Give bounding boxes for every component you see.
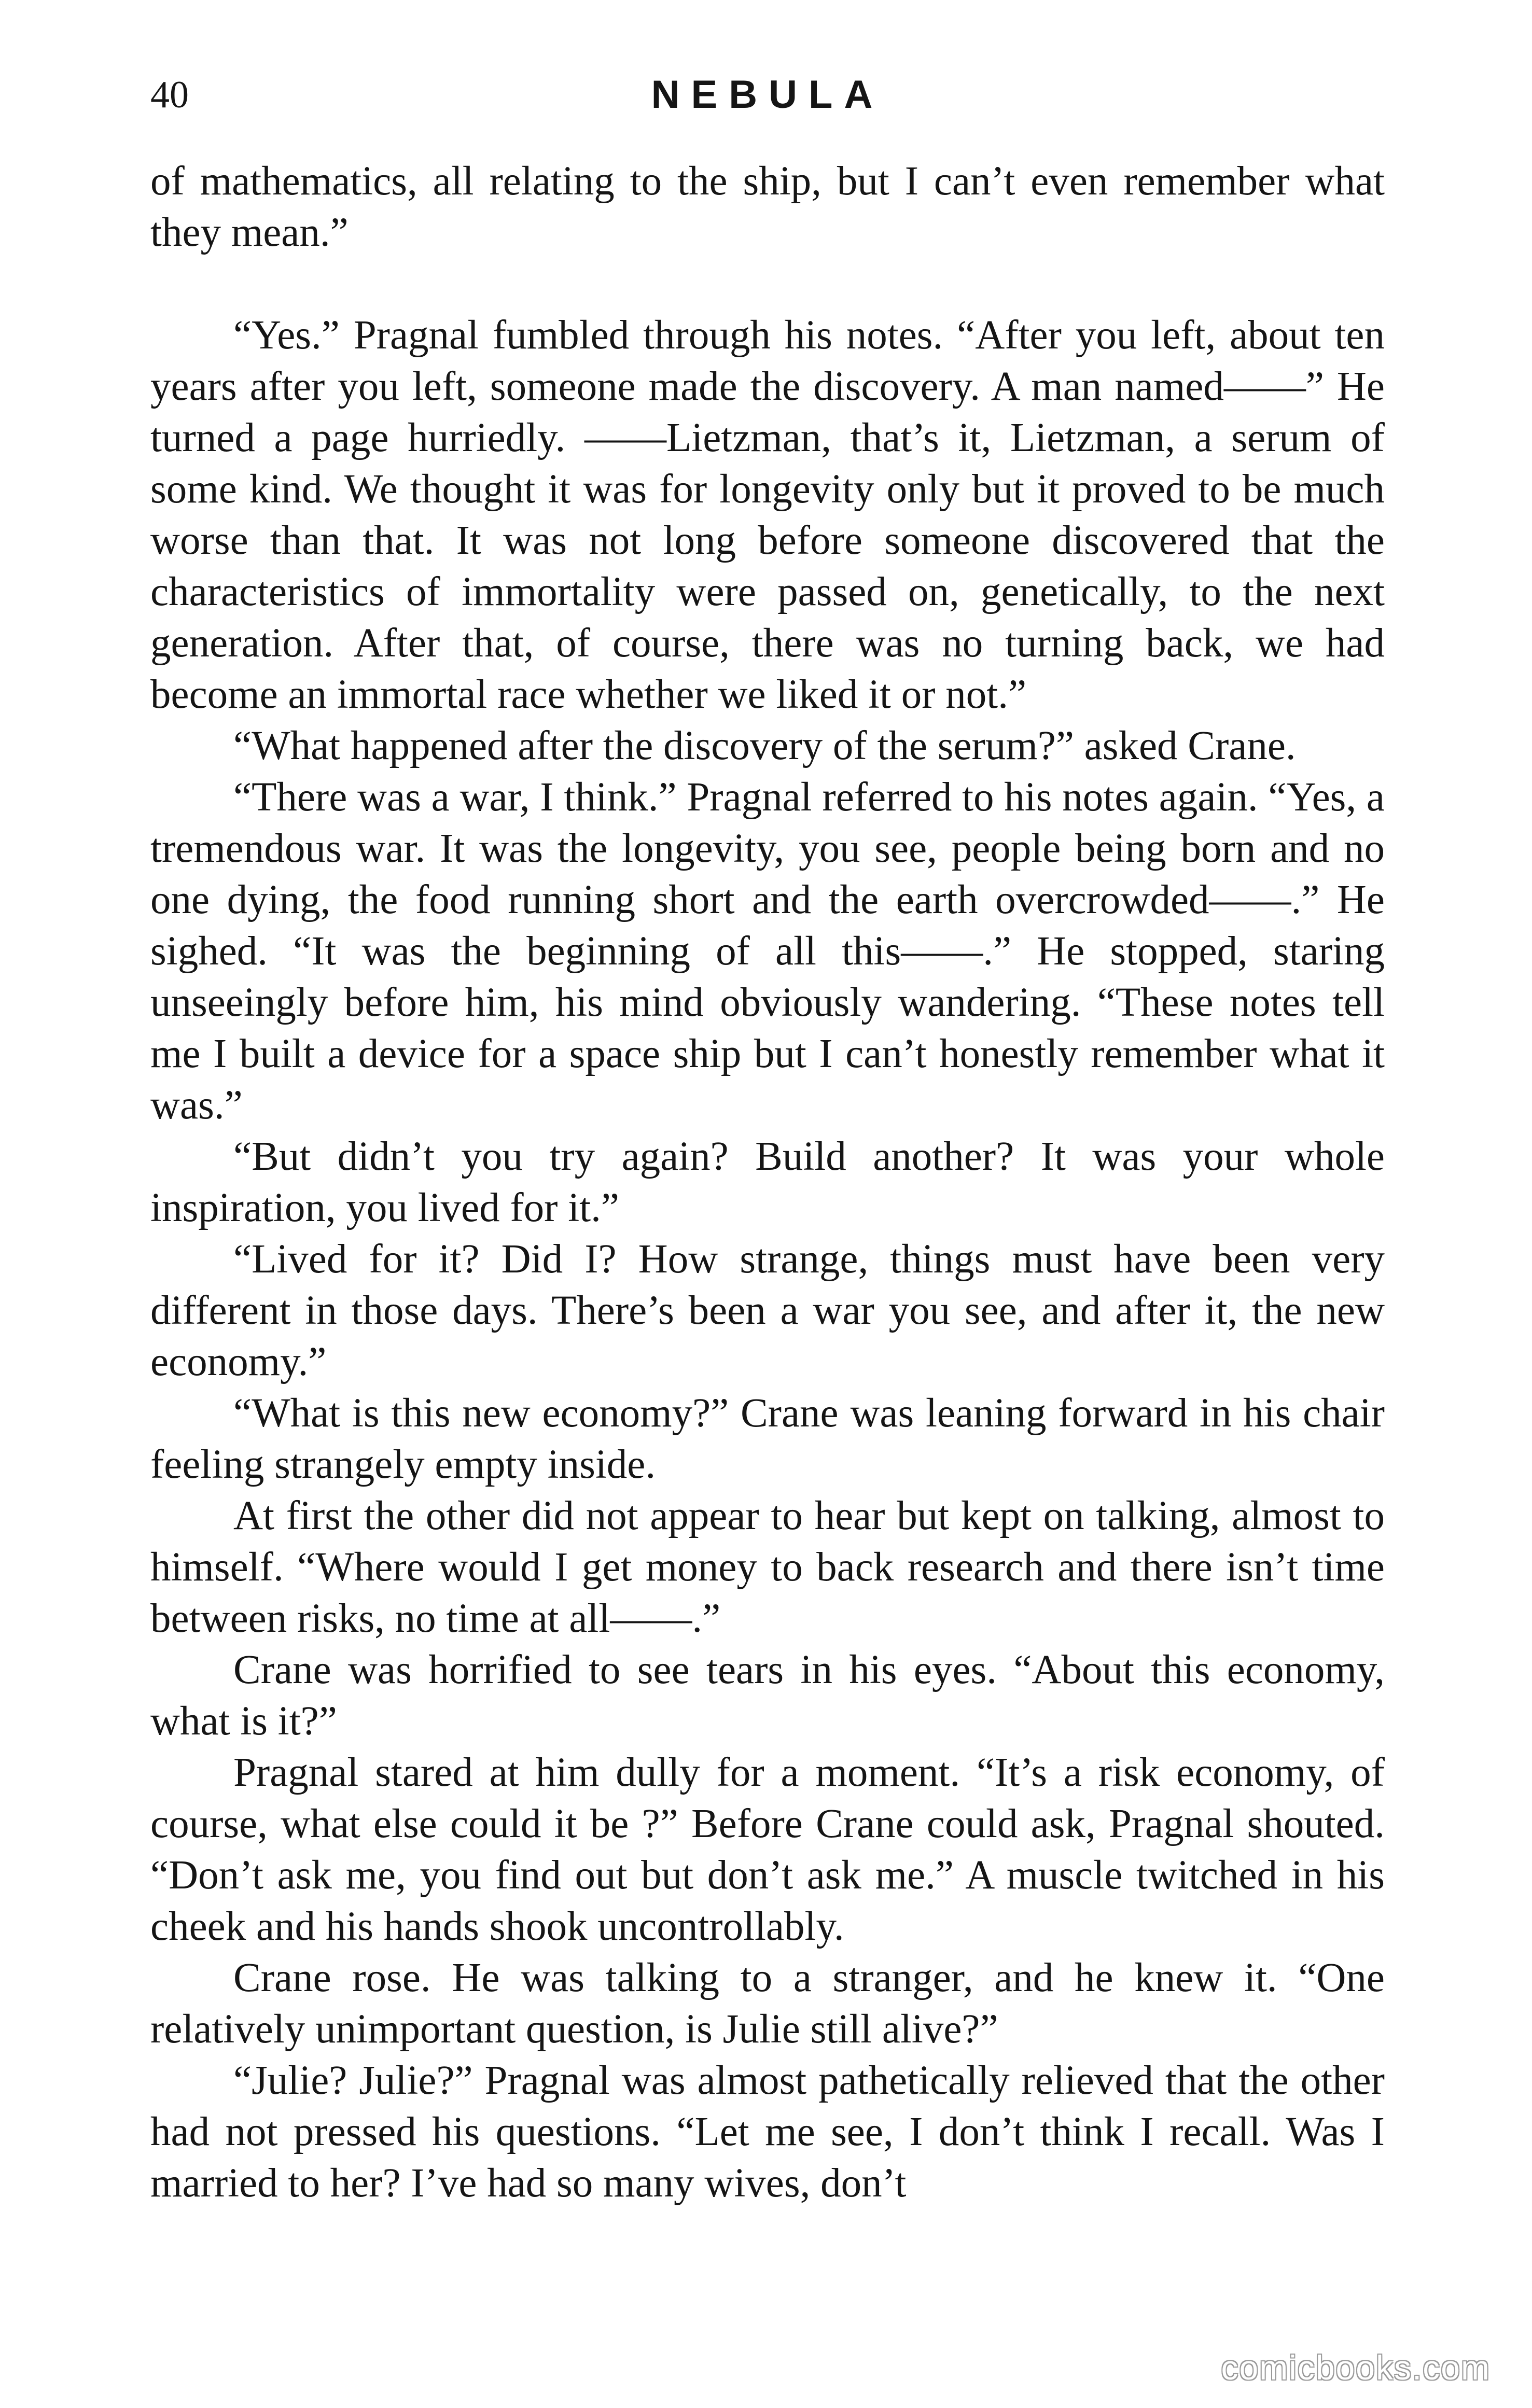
paragraph: “There was a war, I think.” Pragnal referred to his notes again. “Yes, a tremendous war. It was the longevity, you see, people being born and no one dying, the food running short and the earth overcrowded——.” He sighed. “It was the beginning of all this——.” He stopped, staring unseeingly before him, his mind obviously wandering. “These notes tell me I built a device for a space ship but I can’t honestly remember what it was.” (150, 775, 1385, 1128)
running-title: NEBULA (651, 73, 884, 117)
paragraph: Crane rose. He was talking to a stranger, and he knew it. “One relatively unimportant question, is Julie still alive?” (150, 1955, 1385, 2052)
paragraph: Crane was horrified to see tears in his eyes. “About this economy, what is it?” (150, 1647, 1385, 1744)
watermark-logo: comicbooks.com (1221, 2348, 1491, 2387)
paragraph: “Julie? Julie?” Pragnal was almost pathetically relieved that the other had not pressed his questions. “Let me see, I don’t think I recall. Was I married to her? I’ve had so many wives, don’t (150, 2058, 1385, 2206)
paragraph: “Lived for it? Did I? How strange, things must have been very different in those days. There’s been a war you see, and after it, the new economy.” (150, 1237, 1385, 1384)
paragraph: At first the other did not appear to hear but kept on talking, almost to himself. “Where would I get money to back research and there isn’t time between risks, no time at all——.” (150, 1493, 1385, 1641)
paragraph-continuation: of mathematics, all relating to the ship, but I can’t even remember what they mean.” (150, 159, 1385, 255)
paragraph: “What is this new economy?” Crane was leaning forward in his chair feeling strangely empty inside. (150, 1391, 1385, 1487)
paragraph: Pragnal stared at him dully for a moment. “It’s a risk economy, of course, what else could it be ?” Before Crane could ask, Pragnal shouted. “Don’t ask me, you find out but don’t ask me.” A muscle twitched in his cheek and his hands shook uncontrollably. (150, 1750, 1385, 1949)
page-header (150, 66, 1385, 123)
paragraph: “What happened after the discovery of the serum?” asked Crane. (233, 723, 1296, 768)
page-number: 40 (150, 74, 189, 116)
body-text (150, 156, 1385, 2209)
paragraph: “But didn’t you try again? Build another? It was your whole inspiration, you lived for it.” (150, 1134, 1385, 1230)
paragraph: “Yes.” Pragnal fumbled through his notes. “After you left, about ten years after you left, someone made the discovery. A man named——” He turned a page hurriedly. ——Lietzman, that’s it, Lietzman, a serum of some kind. We thought it was for longevity only but it proved to be much worse than that. It was not long before someone discovered that the characteristics of immortality were passed on, genetically, to the next generation. After that, of course, there was no turning back, we had become an immortal race whether we liked it or not.” (150, 313, 1385, 717)
